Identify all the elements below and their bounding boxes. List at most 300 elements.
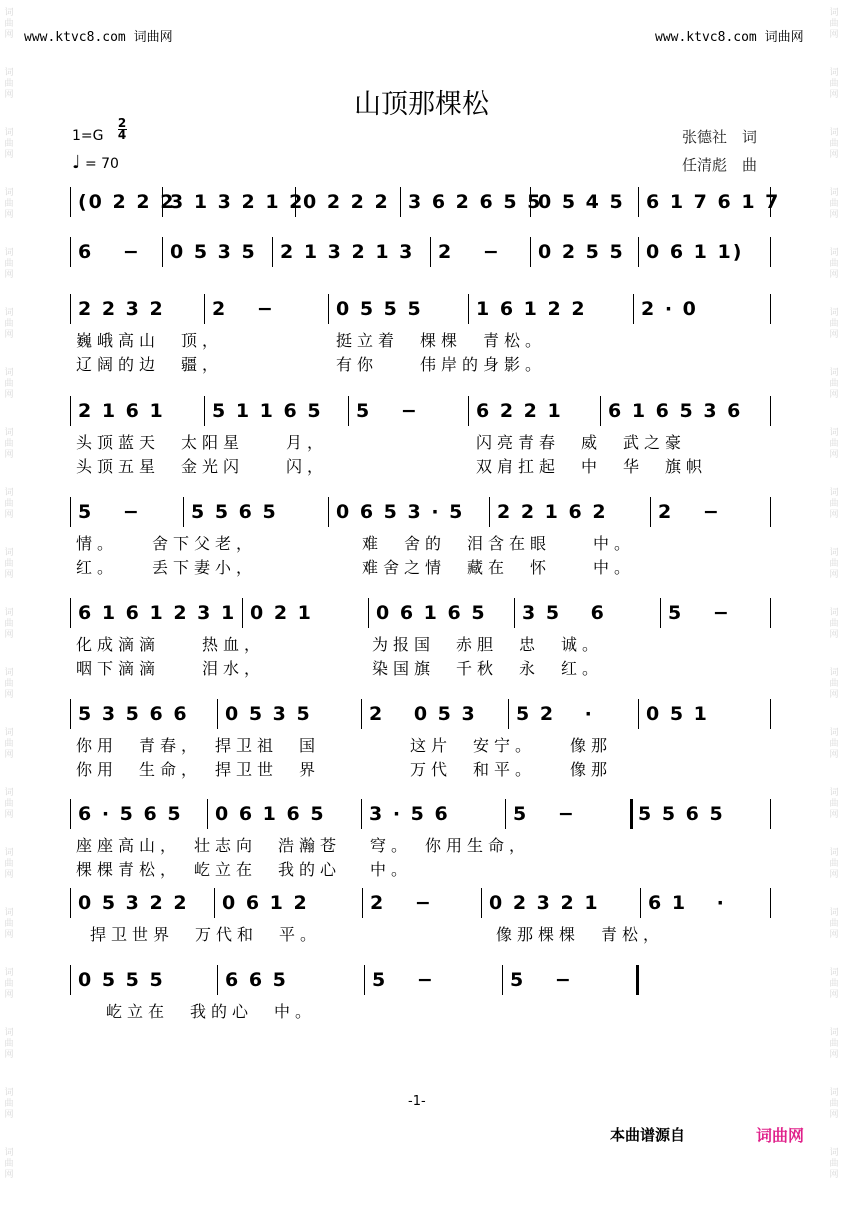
bar-line: [640, 888, 641, 918]
bar-line: [633, 294, 634, 324]
lyric-line: 头顶蓝天 太阳星 月，: [76, 433, 329, 452]
watermark-char: 词: [4, 488, 14, 498]
measure: 5 −: [513, 803, 576, 825]
watermark-char: 网: [829, 1110, 839, 1120]
bar-line: [770, 699, 771, 729]
watermark-char: 网: [829, 810, 839, 820]
watermark-char: 曲: [829, 559, 839, 569]
watermark-char: 网: [4, 690, 14, 700]
measure: 2 0 5 3: [369, 703, 477, 725]
lyric-line: 化成滴滴 热血，: [76, 635, 266, 654]
watermark-char: 网: [829, 510, 839, 520]
bar-line: [348, 396, 349, 426]
bar-line: [430, 237, 431, 267]
watermark-char: 词: [829, 1028, 839, 1038]
watermark-char: 曲: [4, 799, 14, 809]
bar-line: [660, 598, 661, 628]
watermark-char: 网: [829, 570, 839, 580]
watermark-char: 词: [4, 548, 14, 558]
measure: 5 −: [356, 400, 419, 422]
measure: 0 5 3 5: [225, 703, 312, 725]
measure: 2 −: [438, 241, 501, 263]
measure: 0 2 2 2: [303, 191, 390, 213]
watermark-char: 词: [4, 8, 14, 18]
watermark-gap: [1, 461, 17, 488]
watermark-char: 曲: [4, 199, 14, 209]
watermark-char: 网: [4, 630, 14, 640]
watermark-char: 曲: [4, 619, 14, 629]
right-watermark-strip: [826, 0, 842, 1180]
time-signature-bottom: 4: [117, 128, 127, 142]
final-bar-line: [636, 965, 639, 995]
watermark-char: 网: [4, 510, 14, 520]
watermark-char: 曲: [4, 1099, 14, 1109]
watermark-char: 词: [829, 728, 839, 738]
bar-line: [70, 237, 71, 267]
watermark-char: 词: [829, 1088, 839, 1098]
watermark-char: 网: [4, 270, 14, 280]
watermark-char: 曲: [4, 979, 14, 989]
watermark-gap: [826, 341, 842, 368]
measure: 0 6 5 3 · 5: [336, 501, 465, 523]
lyric-line: 屹立在 我的心 中。: [106, 1002, 317, 1021]
watermark-char: 网: [829, 210, 839, 220]
bar-line: [364, 965, 365, 995]
watermark-char: 网: [4, 990, 14, 1000]
bar-line: [242, 598, 243, 628]
watermark-gap: [826, 1181, 842, 1208]
bar-line: [204, 294, 205, 324]
bar-line: [207, 799, 208, 829]
watermark-char: 网: [4, 1170, 14, 1180]
watermark-gap: [1, 1061, 17, 1088]
watermark-char: 曲: [4, 1039, 14, 1049]
tempo-value: = 70: [84, 156, 119, 172]
watermark-char: 曲: [829, 379, 839, 389]
watermark-char: 曲: [829, 259, 839, 269]
measure: 3 · 5 6: [369, 803, 450, 825]
lyric-line: 为报国 赤胆 忠 诚。: [372, 635, 604, 654]
measure: 0 6 1 2: [222, 892, 309, 914]
composer-credit: 任清彪 曲: [682, 156, 758, 174]
bar-line: [530, 237, 531, 267]
lyric-line: 难 舍的 泪含在眼 中。: [362, 534, 636, 553]
watermark-char: 词: [4, 1028, 14, 1038]
bar-line: [214, 888, 215, 918]
watermark-char: 词: [829, 128, 839, 138]
bar-line: [770, 799, 771, 829]
watermark-char: 词: [4, 368, 14, 378]
measure: 6 1 7 6 1 7: [646, 191, 781, 213]
source-label: 本曲谱源自: [610, 1126, 686, 1144]
lyric-line: 穹。 你用生命，: [370, 836, 531, 855]
source-site-link[interactable]: 词曲网: [756, 1126, 805, 1145]
watermark-char: 网: [4, 330, 14, 340]
score-row: [0, 598, 843, 628]
watermark-char: 曲: [829, 979, 839, 989]
bar-line: [272, 237, 273, 267]
song-title: 山顶那棵松: [354, 89, 489, 120]
measure: 0 2 1: [250, 602, 313, 624]
measure: 5 −: [510, 969, 573, 991]
bar-line: [650, 497, 651, 527]
watermark-char: 曲: [4, 259, 14, 269]
watermark-char: 词: [4, 728, 14, 738]
watermark-char: 曲: [829, 1039, 839, 1049]
watermark-char: 网: [4, 150, 14, 160]
lyricist-credit: 张德社 词: [682, 128, 758, 146]
watermark-char: 词: [4, 968, 14, 978]
watermark-char: 网: [4, 90, 14, 100]
measure: (0 2 2 2: [78, 191, 176, 213]
watermark-char: 网: [829, 990, 839, 1000]
time-signature-top: 2: [117, 116, 127, 130]
bar-line: [638, 237, 639, 267]
measure: 1 6 1 2 2: [476, 298, 587, 320]
measure: 5 5 6 5: [638, 803, 725, 825]
score-row: [0, 497, 843, 527]
watermark-gap: [1, 1001, 17, 1028]
watermark-char: 曲: [829, 319, 839, 329]
bar-line: [638, 699, 639, 729]
watermark-char: 曲: [829, 859, 839, 869]
watermark-char: 词: [829, 908, 839, 918]
bar-line: [361, 699, 362, 729]
key-signature: 1=G: [72, 128, 104, 144]
watermark-char: 网: [829, 390, 839, 400]
measure: 2 −: [658, 501, 721, 523]
watermark-char: 曲: [829, 499, 839, 509]
watermark-char: 网: [4, 30, 14, 40]
measure: 3 5 6: [522, 602, 606, 624]
measure: 5 3 5 6 6: [78, 703, 189, 725]
watermark-char: 词: [4, 308, 14, 318]
watermark-char: 网: [829, 270, 839, 280]
measure: 5 −: [78, 501, 141, 523]
watermark-char: 曲: [4, 79, 14, 89]
lyric-line: 你用 生命， 捍卫世 界: [76, 760, 321, 779]
watermark-char: 曲: [4, 919, 14, 929]
watermark-gap: [1, 1181, 17, 1208]
score-row: [0, 799, 843, 829]
watermark-char: 曲: [829, 19, 839, 29]
lyric-line: 咽下滴滴 泪水，: [76, 659, 266, 678]
lyric-line: 像那棵棵 青松，: [496, 925, 665, 944]
lyric-line: 头顶五星 金光闪 闪，: [76, 457, 329, 476]
bar-line: [70, 965, 71, 995]
watermark-char: 网: [829, 150, 839, 160]
bar-line: [630, 799, 633, 829]
measure: 0 5 5 5: [336, 298, 423, 320]
bar-line: [70, 294, 71, 324]
watermark-gap: [826, 941, 842, 968]
watermark-char: 词: [829, 788, 839, 798]
bar-line: [770, 888, 771, 918]
watermark-char: 词: [829, 68, 839, 78]
bar-line: [70, 799, 71, 829]
bar-line: [204, 396, 205, 426]
watermark-char: 词: [829, 968, 839, 978]
watermark-char: 曲: [829, 739, 839, 749]
measure: 6 1 ·: [648, 892, 726, 914]
score-row: [0, 888, 843, 918]
watermark-char: 词: [829, 1148, 839, 1158]
bar-line: [70, 396, 71, 426]
watermark-char: 词: [829, 428, 839, 438]
watermark-char: 曲: [4, 319, 14, 329]
watermark-char: 网: [829, 870, 839, 880]
bar-line: [183, 497, 184, 527]
watermark-char: 网: [829, 90, 839, 100]
measure: 5 2 ·: [516, 703, 594, 725]
watermark-char: 词: [829, 608, 839, 618]
watermark-gap: [826, 1121, 842, 1148]
watermark-char: 曲: [829, 199, 839, 209]
watermark-char: 词: [829, 488, 839, 498]
measure: 2 2 1 6 2: [497, 501, 608, 523]
lyric-line: 闪亮青春 威 武之豪: [476, 433, 687, 452]
bar-line: [770, 237, 771, 267]
watermark-char: 词: [829, 368, 839, 378]
bar-line: [328, 497, 329, 527]
watermark-char: 曲: [829, 439, 839, 449]
watermark-char: 网: [829, 1050, 839, 1060]
watermark-char: 词: [829, 8, 839, 18]
lyric-line: 这片 安宁。 像那: [410, 736, 613, 755]
measure: 6 2 2 1: [476, 400, 563, 422]
bar-line: [362, 888, 363, 918]
watermark-char: 词: [4, 908, 14, 918]
measure: 2 1 3 2 1 3: [280, 241, 415, 263]
measure: 6 1 6 5 3 6: [608, 400, 743, 422]
lyric-line: 挺立着 棵棵 青松。: [336, 331, 547, 350]
watermark-char: 网: [829, 690, 839, 700]
lyric-line: 中。: [370, 860, 413, 879]
bar-line: [400, 187, 401, 217]
lyric-line: 情。 舍下父老，: [76, 534, 258, 553]
watermark-char: 网: [4, 1050, 14, 1060]
lyric-line: 捍卫世界 万代和 平。: [90, 925, 322, 944]
watermark-gap: [826, 41, 842, 68]
watermark-char: 词: [4, 1148, 14, 1158]
watermark-gap: [826, 761, 842, 788]
watermark-char: 词: [829, 308, 839, 318]
bar-line: [508, 699, 509, 729]
bar-line: [770, 598, 771, 628]
watermark-char: 网: [829, 630, 839, 640]
watermark-char: 曲: [4, 559, 14, 569]
watermark-char: 词: [4, 788, 14, 798]
bar-line: [468, 294, 469, 324]
time-signature: [116, 118, 128, 141]
bar-line: [217, 965, 218, 995]
watermark-char: 网: [829, 30, 839, 40]
score-row: [0, 237, 843, 267]
bar-line: [70, 888, 71, 918]
watermark-char: 词: [4, 128, 14, 138]
watermark-char: 网: [829, 450, 839, 460]
lyric-line: 座座高山， 壮志向 浩瀚苍: [76, 836, 342, 855]
measure: 5 5 6 5: [191, 501, 278, 523]
measure: 2 1 6 1: [78, 400, 165, 422]
watermark-gap: [826, 161, 842, 188]
measure: 5 −: [372, 969, 435, 991]
watermark-char: 曲: [4, 679, 14, 689]
score-row: [0, 699, 843, 729]
measure: 3 6 2 6 5 5: [408, 191, 543, 213]
left-watermark-strip: [1, 0, 17, 1180]
tempo-marking: [72, 152, 119, 173]
watermark-char: 词: [4, 248, 14, 258]
measure: 6 6 5: [225, 969, 288, 991]
watermark-char: 词: [829, 668, 839, 678]
watermark-char: 曲: [4, 499, 14, 509]
watermark-gap: [1, 761, 17, 788]
watermark-gap: [826, 641, 842, 668]
watermark-gap: [826, 1061, 842, 1088]
watermark-char: 词: [829, 848, 839, 858]
watermark-char: 词: [829, 248, 839, 258]
watermark-char: 词: [4, 848, 14, 858]
watermark-char: 曲: [829, 619, 839, 629]
lyric-line: 有你 伟岸的身影。: [336, 355, 547, 374]
watermark-gap: [826, 1001, 842, 1028]
bar-line: [368, 598, 369, 628]
bar-line: [162, 237, 163, 267]
bar-line: [70, 699, 71, 729]
watermark-char: 词: [4, 608, 14, 618]
watermark-char: 曲: [4, 379, 14, 389]
bar-line: [328, 294, 329, 324]
watermark-char: 网: [829, 930, 839, 940]
watermark-char: 网: [4, 570, 14, 580]
watermark-char: 词: [4, 68, 14, 78]
quarter-note-icon: ♩: [72, 152, 81, 173]
watermark-char: 网: [4, 210, 14, 220]
bar-line: [361, 799, 362, 829]
measure: 2 −: [212, 298, 275, 320]
measure: 0 2 3 2 1: [489, 892, 600, 914]
bar-line: [770, 396, 771, 426]
bar-line: [502, 965, 503, 995]
measure: 5 −: [668, 602, 731, 624]
watermark-char: 曲: [4, 739, 14, 749]
watermark-gap: [1, 341, 17, 368]
watermark-gap: [826, 461, 842, 488]
watermark-char: 曲: [829, 919, 839, 929]
measure: 2 · 0: [641, 298, 698, 320]
watermark-char: 词: [829, 188, 839, 198]
watermark-char: 词: [4, 1088, 14, 1098]
watermark-char: 网: [4, 870, 14, 880]
watermark-char: 曲: [4, 19, 14, 29]
watermark-char: 曲: [829, 79, 839, 89]
bar-line: [70, 187, 71, 217]
watermark-char: 曲: [4, 859, 14, 869]
watermark-gap: [1, 641, 17, 668]
watermark-gap: [1, 41, 17, 68]
score-row: [0, 965, 843, 995]
lyric-line: 万代 和平。 像那: [410, 760, 613, 779]
watermark-char: 网: [829, 1170, 839, 1180]
bar-line: [489, 497, 490, 527]
measure: 0 2 5 5: [538, 241, 625, 263]
lyric-line: 巍峨高山 顶，: [76, 331, 224, 350]
measure: 5 1 1 6 5: [212, 400, 323, 422]
watermark-char: 网: [4, 1110, 14, 1120]
measure: 0 5 3 2 2: [78, 892, 189, 914]
lyric-line: 辽阔的边 疆，: [76, 355, 224, 374]
bar-line: [505, 799, 506, 829]
score-row: [0, 396, 843, 426]
score-row: [0, 294, 843, 324]
watermark-char: 曲: [4, 1159, 14, 1169]
bar-line: [770, 497, 771, 527]
watermark-gap: [1, 161, 17, 188]
bar-line: [468, 396, 469, 426]
watermark-char: 网: [4, 390, 14, 400]
watermark-gap: [1, 1121, 17, 1148]
bar-line: [600, 396, 601, 426]
measure: 3 1 3 2 1 2: [170, 191, 305, 213]
page-number: -1-: [408, 1094, 426, 1109]
watermark-char: 网: [4, 930, 14, 940]
watermark-char: 曲: [829, 1159, 839, 1169]
watermark-char: 网: [4, 810, 14, 820]
watermark-char: 词: [4, 428, 14, 438]
watermark-char: 网: [4, 450, 14, 460]
watermark-char: 曲: [829, 139, 839, 149]
watermark-char: 词: [829, 548, 839, 558]
watermark-char: 网: [829, 330, 839, 340]
measure: 0 5 5 5: [78, 969, 165, 991]
bar-line: [770, 294, 771, 324]
lyric-line: 红。 丢下妻小，: [76, 558, 258, 577]
measure: 0 6 1 6 5: [215, 803, 326, 825]
watermark-char: 曲: [829, 679, 839, 689]
lyric-line: 双肩扛起 中 华 旗帜: [476, 457, 708, 476]
site-link-left[interactable]: www.ktvc8.com 词曲网: [24, 30, 173, 45]
watermark-char: 网: [4, 750, 14, 760]
watermark-char: 曲: [829, 1099, 839, 1109]
watermark-char: 曲: [829, 799, 839, 809]
measure: 6 −: [78, 241, 141, 263]
watermark-char: 网: [829, 750, 839, 760]
measure: 0 6 1 1): [646, 241, 744, 263]
measure: 0 5 1: [646, 703, 709, 725]
measure: 6 1 6 1 2 3 1: [78, 602, 237, 624]
watermark-char: 词: [4, 188, 14, 198]
watermark-char: 曲: [4, 439, 14, 449]
bar-line: [514, 598, 515, 628]
bar-line: [70, 598, 71, 628]
measure: 0 5 4 5: [538, 191, 625, 213]
bar-line: [481, 888, 482, 918]
measure: 2 2 3 2: [78, 298, 165, 320]
watermark-char: 词: [4, 668, 14, 678]
lyric-line: 染国旗 千秋 永 红。: [372, 659, 604, 678]
measure: 6 · 5 6 5: [78, 803, 183, 825]
measure: 2 −: [370, 892, 433, 914]
bar-line: [638, 187, 639, 217]
lyric-line: 难舍之情 藏在 怀 中。: [362, 558, 636, 577]
lyric-line: 棵棵青松， 屹立在 我的心: [76, 860, 342, 879]
measure: 0 6 1 6 5: [376, 602, 487, 624]
bar-line: [70, 497, 71, 527]
site-link-right[interactable]: www.ktvc8.com 词曲网: [655, 30, 804, 45]
lyric-line: 你用 青春， 捍卫祖 国: [76, 736, 321, 755]
measure: 0 5 3 5: [170, 241, 257, 263]
